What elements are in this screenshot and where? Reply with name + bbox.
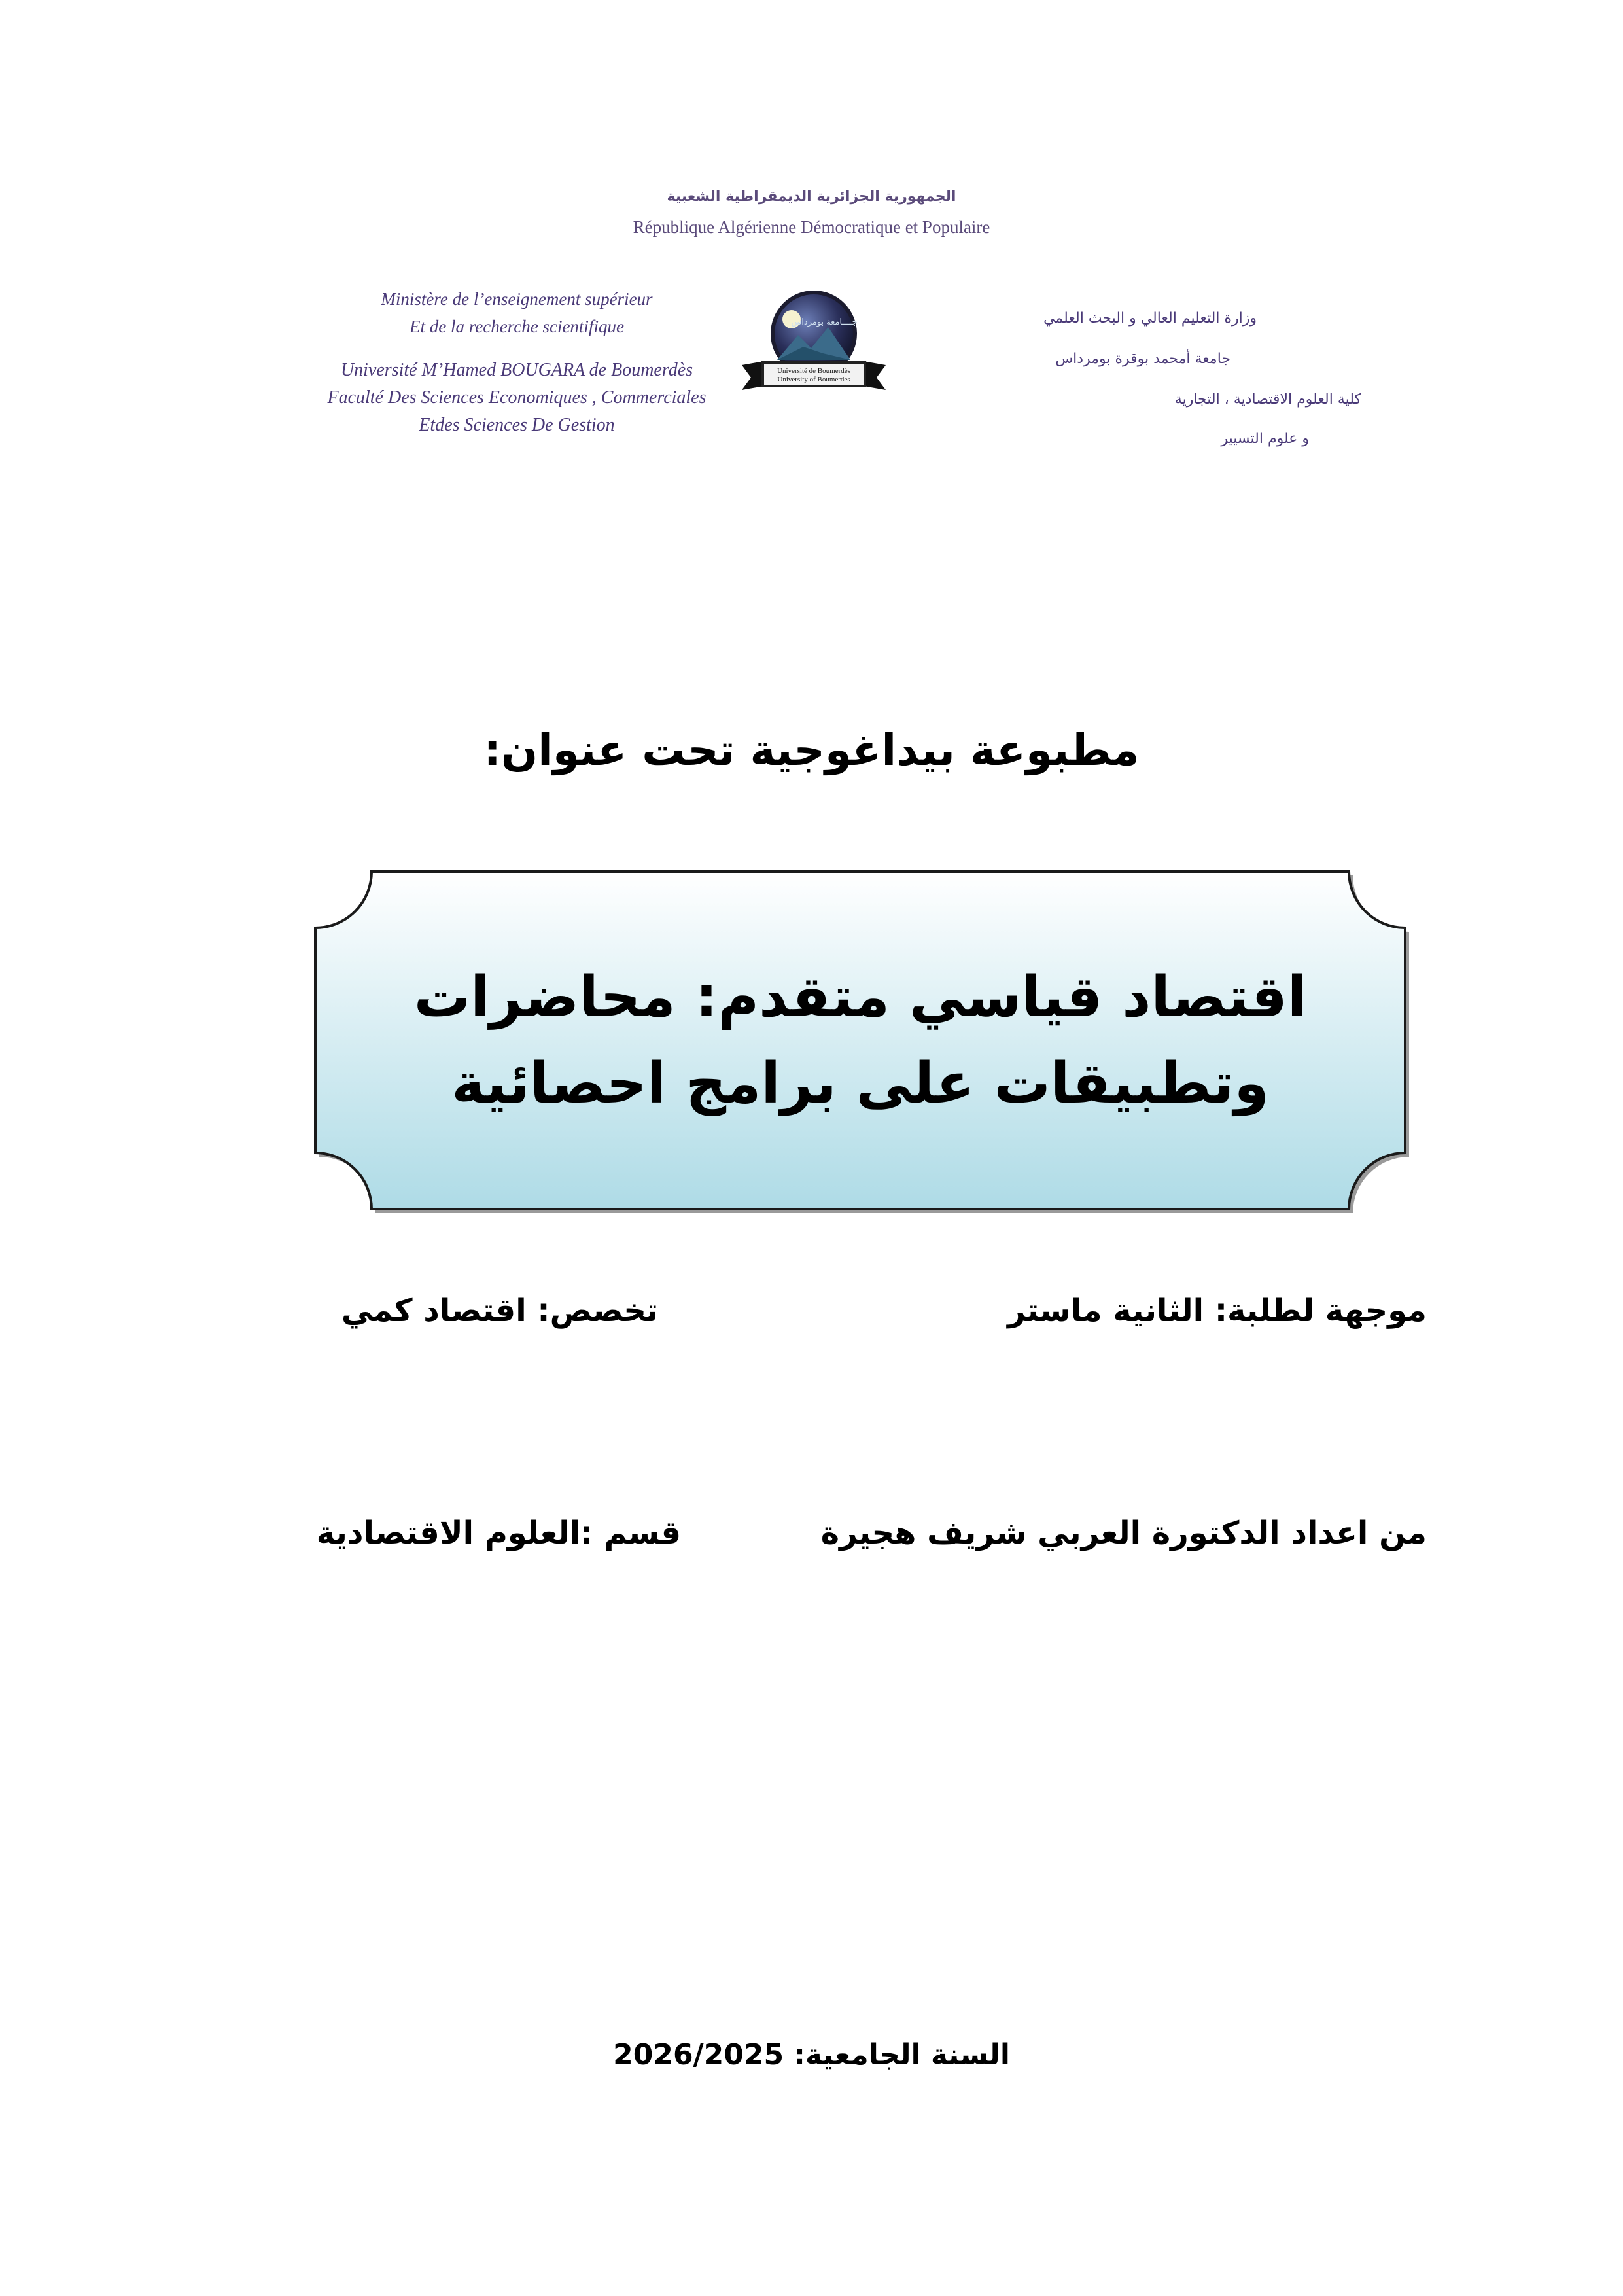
logo-arabic-text: جــــامعة بومرداس (791, 317, 858, 327)
logo-ribbon-line-1: Université de Boumerdès (777, 367, 850, 375)
faculty-line-1: Faculté Des Sciences Economiques , Commerciales (327, 387, 707, 408)
academic-year: السنة الجامعية: 2026/2025 (613, 2038, 1010, 2072)
ministry-line-ar: وزارة التعليم العالي و البحث العلمي (1043, 310, 1257, 327)
author: من اعداد الدكتورة العربي شريف هجيرة (820, 1515, 1427, 1551)
republic-french: République Algérienne Démocratique et Populaire (633, 217, 990, 237)
faculty-line-ar-1: كلية العلوم الاقتصادية ، التجارية (1174, 391, 1361, 408)
university-logo (738, 288, 890, 399)
faculty-line-ar-2: و علوم التسيير (1221, 431, 1309, 447)
department: قسم :العلوم الاقتصادية (316, 1515, 681, 1551)
title-line-1: اقتصاد قياسي متقدم: محاضرات (413, 964, 1307, 1030)
document-title (307, 864, 1413, 1217)
document-subtitle: مطبوعة بيداغوجية تحت عنوان: (483, 725, 1140, 775)
university-block-fr (275, 357, 759, 439)
ministry-line-2: Et de la recherche scientifique (410, 317, 624, 336)
republic-arabic: الجمهورية الجزائرية الديمقراطية الشعبية (667, 188, 956, 205)
logo-ribbon-line-2: University of Boumerdes (777, 376, 850, 383)
university-line-ar: جامعة أمحمد بوقرة بومرداس (1055, 351, 1230, 367)
title-line-2: وتطبيقات على برامج احصائية (451, 1051, 1269, 1116)
faculty-line-2: Etdes Sciences De Gestion (419, 415, 615, 435)
university-line-1: Université M’Hamed BOUGARA de Boumerdès (340, 360, 693, 380)
specialty: تخصص: اقتصاد كمي (341, 1292, 658, 1329)
target-audience: موجهة لطلبة: الثانية ماستر (1007, 1292, 1427, 1329)
ministry-block-fr (275, 285, 759, 340)
ministry-line-1: Ministère de l’enseignement supérieur (381, 289, 653, 309)
